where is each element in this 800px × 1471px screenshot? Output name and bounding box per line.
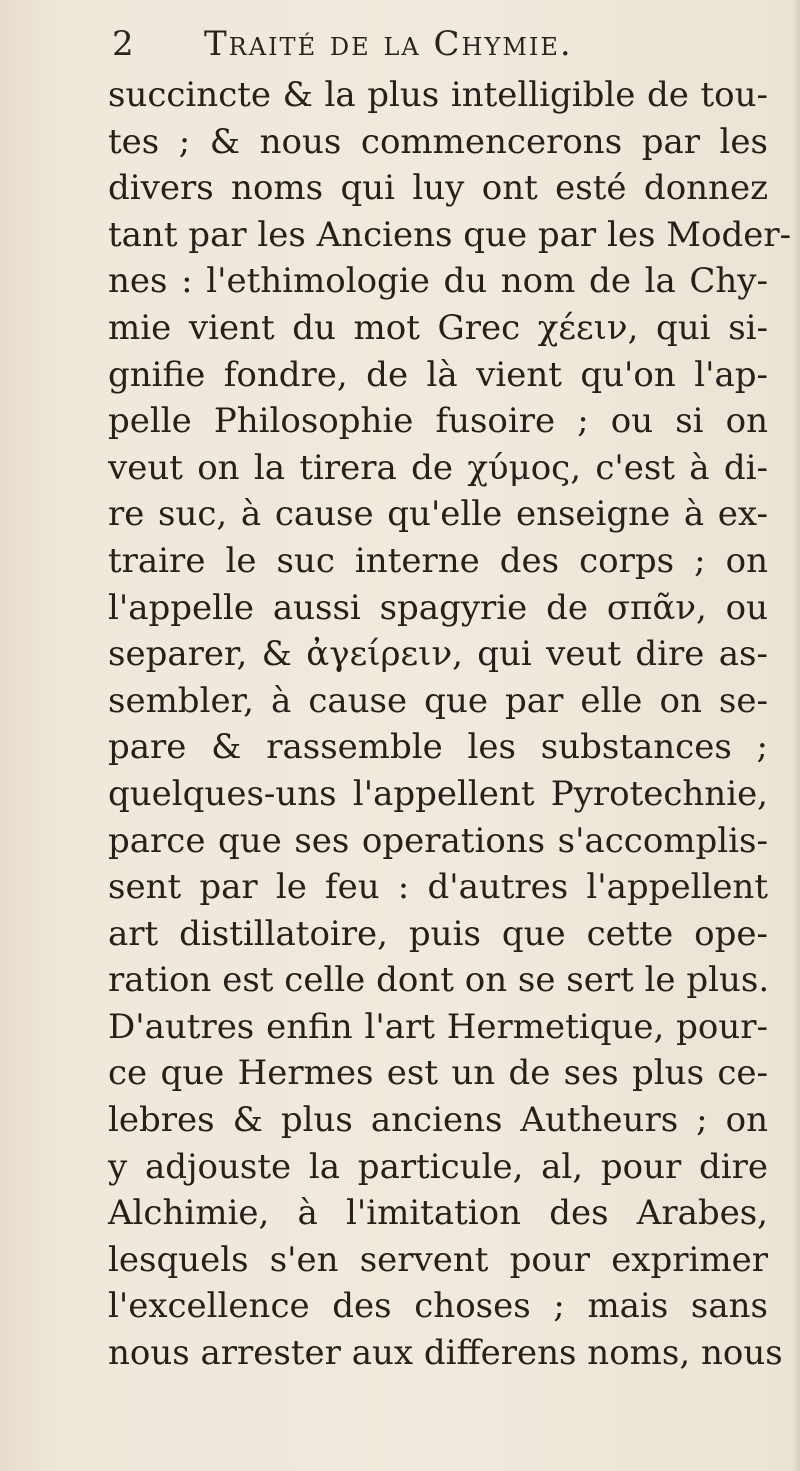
text-line: Alchimie, à l'imitation des Arabes, [108,1193,768,1234]
page-edge-shadow [792,0,800,1471]
text-line: tes ; & nous commencerons par les [108,121,768,162]
text-line: sent par le feu : d'autres l'appellent [108,867,768,908]
text-line: D'autres enfin l'art Hermetique, pour- [108,1006,768,1047]
text-line: lesquels s'en servent pour exprimer [108,1239,768,1280]
text-line: lebres & plus anciens Autheurs ; on [108,1100,768,1141]
text-line: parce que ses operations s'accomplis- [108,820,768,861]
page-number: 2 [112,24,134,64]
text-line: veut on la tirera de χύμος, c'est à di- [108,447,768,488]
text-line: art distillatoire, puis que cette ope- [108,913,768,954]
text-line: divers noms qui luy ont esté donnez [108,168,768,209]
text-line: l'appelle aussi spagyrie de σπᾶν, ou [108,587,768,628]
text-line: separer, & ἀγείρειν, qui veut dire as- [108,634,768,675]
text-line: y adjouste la particule, al, pour dire [108,1146,768,1187]
text-line: nes : l'ethimologie du nom de la Chy- [108,261,768,302]
text-line: ration est celle dont on se sert le plus. [108,960,770,1001]
text-line: ce que Hermes est un de ses plus ce- [108,1053,768,1094]
text-line: tant par les Anciens que par les Moder- [108,214,792,255]
text-line: nous arrester aux differens noms, nous [108,1333,783,1374]
text-line: l'excellence des choses ; mais sans [108,1286,768,1327]
running-head-title: Traité de la Chymie. [204,24,573,64]
text-line: pelle Philosophie fusoire ; ou si on [108,401,768,442]
text-line: mie vient du mot Grec χέειν, qui si- [108,307,768,348]
text-line: re suc, à cause qu'elle enseigne à ex- [108,494,768,535]
text-line: quelques-uns l'appellent Pyrotechnie, [108,773,768,814]
text-line: pare & rassemble les substances ; [108,727,768,768]
text-line: traire le suc interne des corps ; on [108,540,768,581]
text-line: gnifie fondre, de là vient qu'on l'ap- [108,354,768,395]
body-text [108,72,792,1377]
running-head [112,18,732,68]
text-line: succincte & la plus intelligible de tou- [108,75,768,115]
text-line: sembler, à cause que par elle on se- [108,680,768,721]
